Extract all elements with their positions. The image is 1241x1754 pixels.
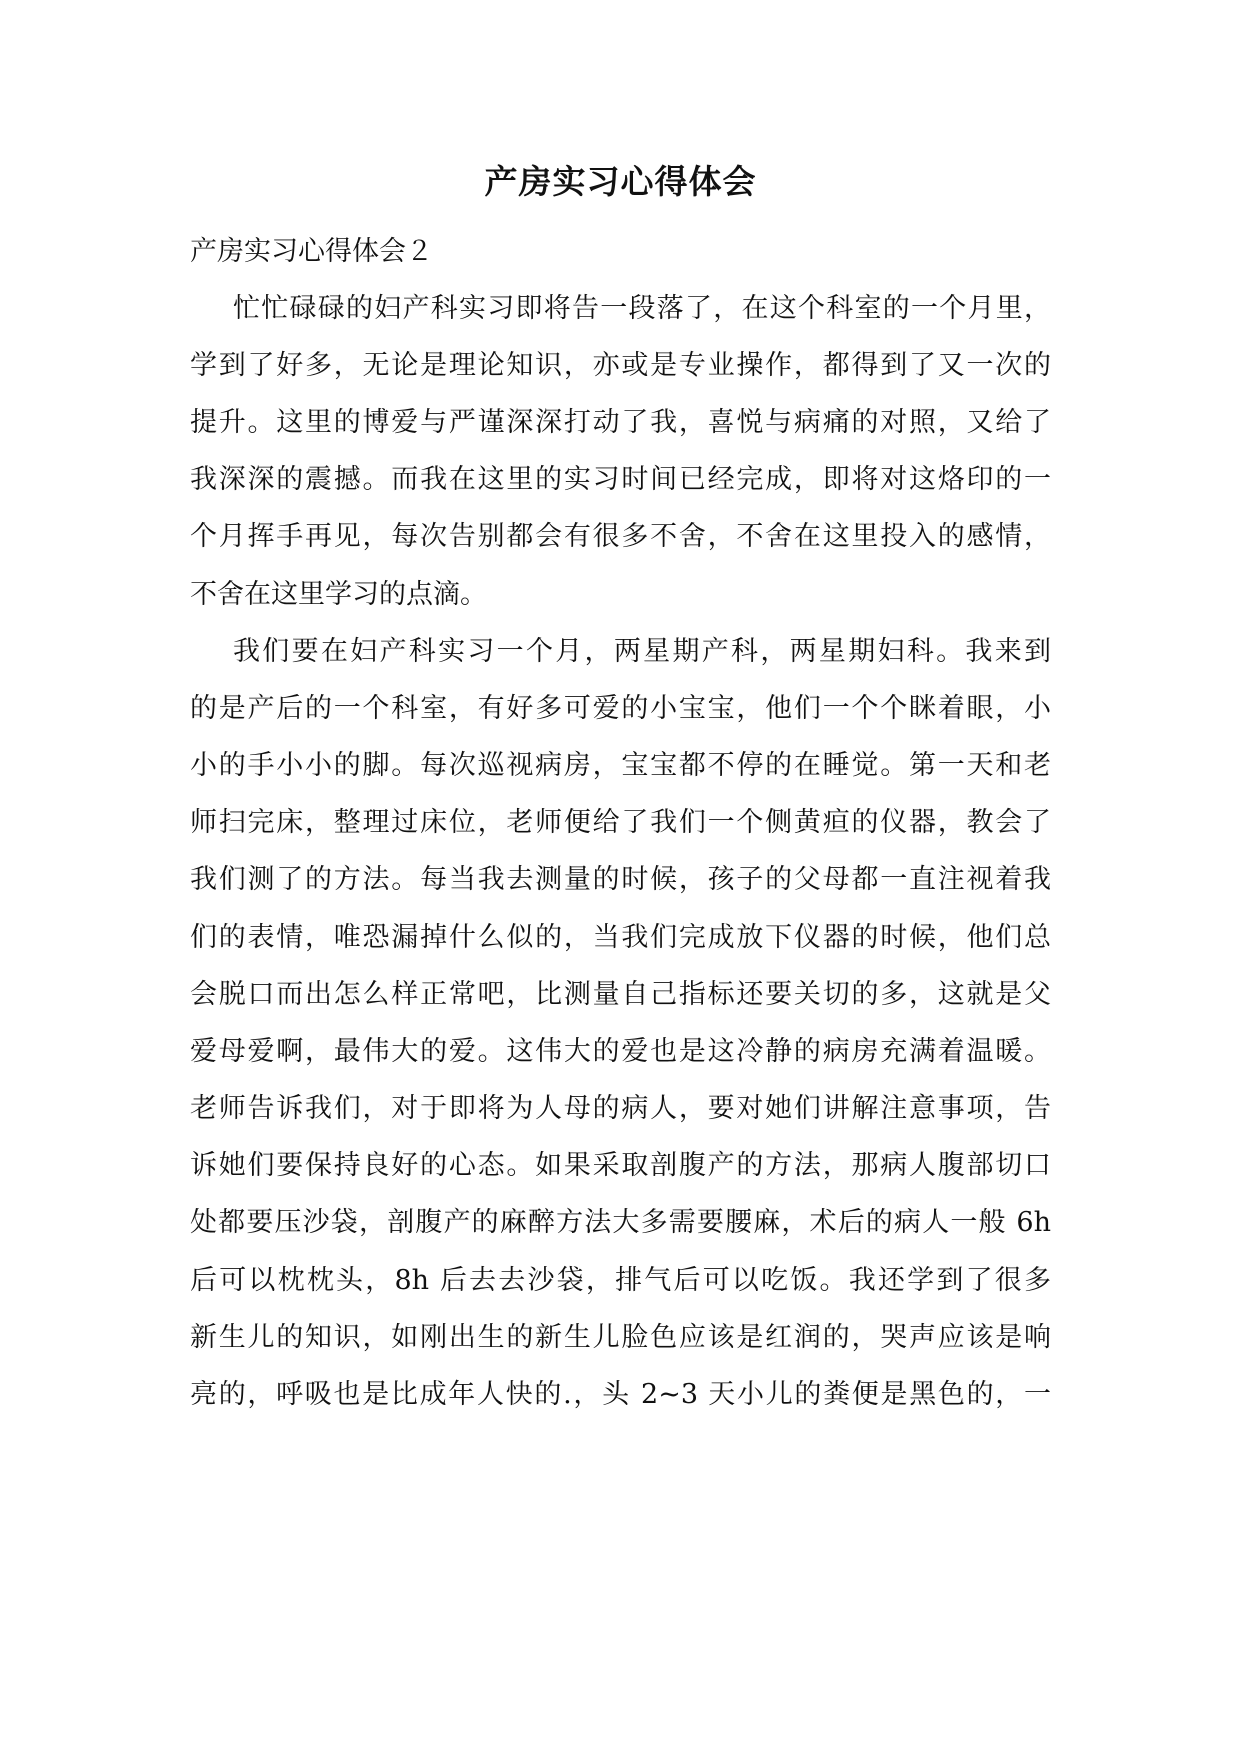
paragraph-line: 们的表情，唯恐漏掉什么似的，当我们完成放下仪器的时候，他们总 [190, 922, 1051, 953]
paragraph-line: 会脱口而出怎么样正常吧，比测量自己指标还要关切的多，这就是父 [190, 979, 1051, 1010]
paragraph-line: 老师告诉我们，对于即将为人母的病人，要对她们讲解注意事项，告 [190, 1093, 1051, 1124]
paragraph-line: 小的手小小的脚。每次巡视病房，宝宝都不停的在睡觉。第一天和老 [190, 750, 1051, 781]
paragraph-line: 诉她们要保持良好的心态。如果采取剖腹产的方法，那病人腹部切口 [190, 1150, 1051, 1181]
paragraph-line: 的是产后的一个科室，有好多可爱的小宝宝，他们一个个眯着眼，小 [190, 693, 1051, 724]
paragraph-line: 学到了好多，无论是理论知识，亦或是专业操作，都得到了又一次的 [190, 350, 1051, 381]
paragraph-line: 提升。这里的博爱与严谨深深打动了我，喜悦与病痛的对照，又给了 [190, 407, 1051, 438]
paragraph-line: 个月挥手再见，每次告别都会有很多不舍，不舍在这里投入的感情， [190, 521, 1051, 552]
paragraph-line: 不舍在这里学习的点滴。 [190, 579, 487, 610]
paragraph-line: 我深深的震撼。而我在这里的实习时间已经完成，即将对这烙印的一 [190, 464, 1051, 495]
document-subtitle: 产房实习心得体会２ [190, 236, 433, 267]
document-title: 产房实习心得体会 [484, 162, 757, 201]
paragraph-line: 我们测了的方法。每当我去测量的时候，孩子的父母都一直注视着我 [190, 864, 1051, 895]
paragraph-line: 我们要在妇产科实习一个月，两星期产科，两星期妇科。我来到 [233, 636, 1051, 667]
paragraph-line: 后可以枕枕头，8h 后去去沙袋，排气后可以吃饭。我还学到了很多 [190, 1265, 1051, 1296]
paragraph-line: 新生儿的知识，如刚出生的新生儿脸色应该是红润的，哭声应该是响 [190, 1322, 1051, 1353]
paragraph-line: 师扫完床，整理过床位，老师便给了我们一个侧黄疸的仪器，教会了 [190, 807, 1051, 838]
paragraph-line: 亮的，呼吸也是比成年人快的.，头 2~3 天小儿的粪便是黑色的，一 [190, 1379, 1051, 1410]
paragraph-line: 处都要压沙袋，剖腹产的麻醉方法大多需要腰麻，术后的病人一般 6h [190, 1207, 1051, 1238]
paragraph-line: 忙忙碌碌的妇产科实习即将告一段落了，在这个科室的一个月里， [233, 293, 1051, 324]
paragraph-line: 爱母爱啊，最伟大的爱。这伟大的爱也是这冷静的病房充满着温暖。 [190, 1036, 1051, 1067]
